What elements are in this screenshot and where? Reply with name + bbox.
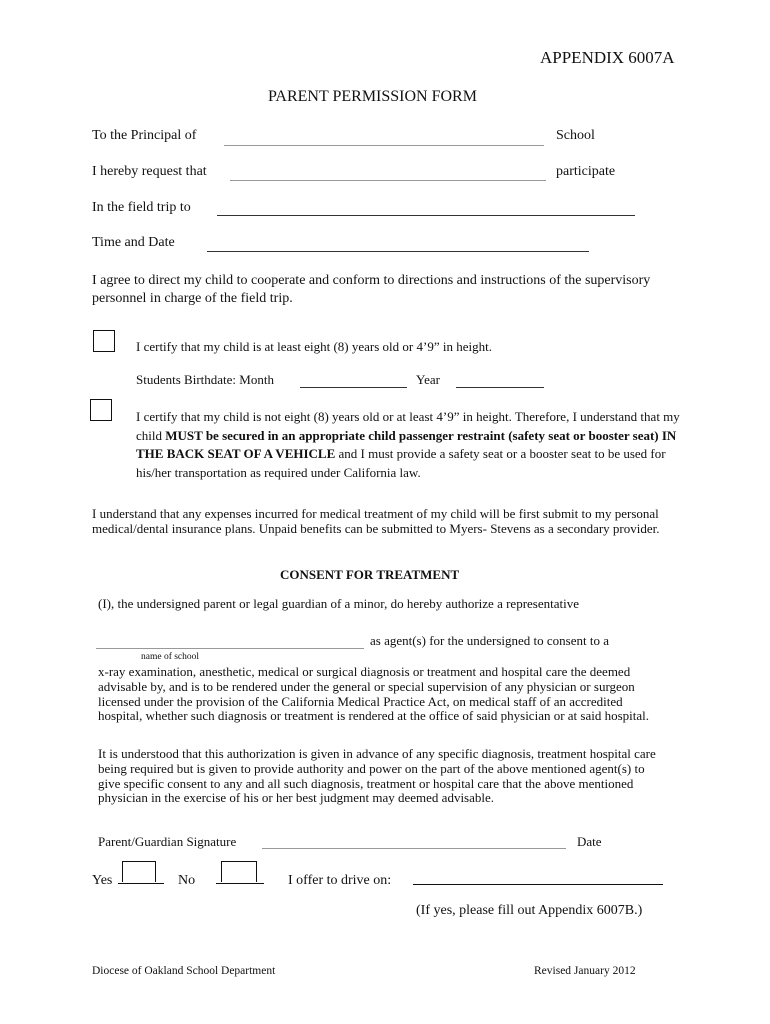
certify-not-eight-checkbox[interactable] [90,399,112,421]
form-title: PARENT PERMISSION FORM [268,88,477,105]
time-date-label: Time and Date [92,235,175,250]
birthdate-year-field[interactable] [456,387,544,388]
certify-eight-text: I certify that my child is at least eight (8) years old or 4’9” in height. [136,339,492,354]
certify-not-eight-end: and I must provide a safety seat or a booster seat to be used for his/her transportation as required under California law. [136,446,666,480]
yes-underline [118,883,164,884]
footer-diocese: Diocese of Oakland School Department [92,965,276,977]
footer-revised: Revised January 2012 [534,965,636,977]
consent-intro: (I), the undersigned parent or legal guardian of a minor, do hereby authorize a representative [98,596,579,611]
appendix-note: (If yes, please fill out Appendix 6007B.) [416,903,643,918]
consent-heading: CONSENT FOR TREATMENT [280,567,460,582]
expenses-paragraph: I understand that any expenses incurred for medical treatment of my child will be first submit to my personal medical/dental insurance plans. Unpaid benefits can be submitted to Myers- Stevens as a secondary provider. [92,506,660,536]
consent-body-1: x-ray examination, anesthetic, medical or surgical diagnosis or treatment and hospital care the deemed advisable by, and is to be rendered under the general or special supervision of any physician or surgeon licensed under the provision of the California Medical Practice Act, on medical staff of an accredited hospital, whether such diagnosis or treatment is rendered at the office of said physician or at said hospital. [98,664,650,724]
certify-eight-checkbox[interactable] [93,330,115,352]
request-label: I hereby request that [92,164,207,179]
date-label: Date [577,834,602,849]
birthdate-month-field[interactable] [300,387,407,388]
school-name-field[interactable] [96,648,364,649]
drive-date-field[interactable] [413,884,663,885]
year-label: Year [416,372,440,387]
no-underline [216,883,264,884]
principal-field[interactable] [224,145,544,146]
agree-paragraph: I agree to direct my child to cooperate and conform to directions and instructions of the supervisory personnel in charge of the field trip. [92,273,651,306]
certify-not-eight-bold: MUST be secured in an appropriate child passenger restraint (safety seat or booster seat) IN THE BACK SEAT OF A VEHICLE [136,427,677,461]
agent-text: as agent(s) for the undersigned to consent to a [370,633,609,648]
yes-label: Yes [92,873,113,888]
birthdate-month-label: Students Birthdate: Month [136,372,274,387]
signature-field[interactable] [262,848,566,849]
appendix-label: APPENDIX 6007A [540,48,675,67]
offer-drive-label: I offer to drive on: [288,873,392,888]
time-date-field[interactable] [207,251,589,252]
consent-body-2: It is understood that this authorization is given in advance of any specific diagnosis, treatment hospital care being required but is given to provide authority and power on the part of the above mentioned agent(s) to give specific consent to any and all such diagnosis, treatment or hospital care that the above mentioned physician in the exercise of his or her best judgment may deemed advisable. [98,746,656,806]
participate-label: participate [556,164,616,179]
name-of-school-caption: name of school [141,652,200,662]
student-name-field[interactable] [230,180,546,181]
field-trip-label: In the field trip to [92,200,191,215]
signature-label: Parent/Guardian Signature [98,834,237,849]
no-label: No [178,873,196,888]
certify-not-eight-start: I certify that my child is not eight (8) years old or at least 4’9” in height. Therefore, I understand that my child [136,409,680,443]
principal-label: To the Principal of [92,128,197,143]
certify-not-eight-text [136,408,681,482]
no-checkbox[interactable] [221,861,257,882]
school-label: School [556,128,595,143]
yes-checkbox[interactable] [122,861,156,882]
field-trip-field[interactable] [217,215,635,216]
